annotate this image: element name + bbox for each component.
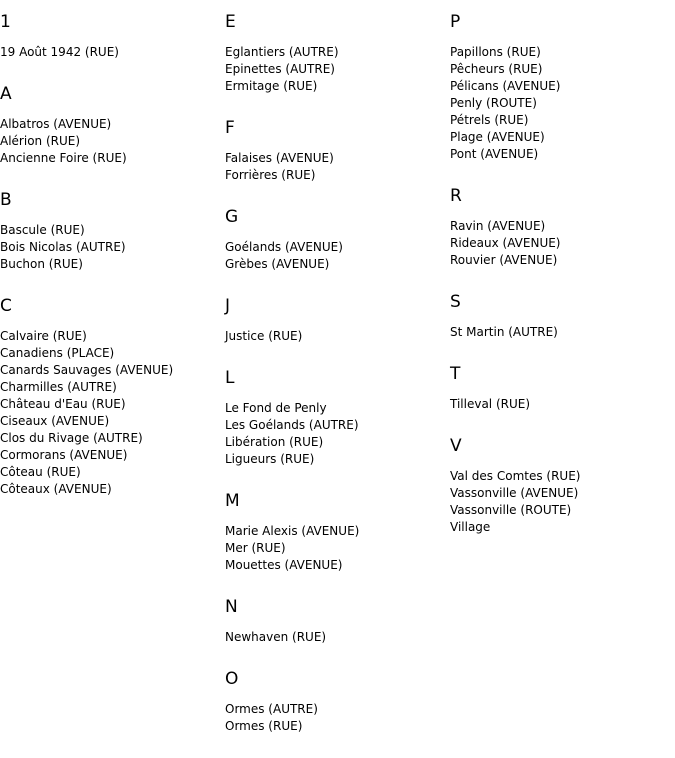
street-link[interactable]: Forrières (RUE) <box>225 168 316 182</box>
index-column <box>450 12 580 559</box>
street-link[interactable]: Papillons (RUE) <box>450 45 541 59</box>
street-link[interactable]: Pélicans (AVENUE) <box>450 79 561 93</box>
street-link[interactable]: Mer (RUE) <box>225 541 286 555</box>
street-link[interactable]: Marie Alexis (AVENUE) <box>225 524 360 538</box>
section-letter-heading: C <box>0 296 12 316</box>
street-link[interactable]: Clos du Rivage (AUTRE) <box>0 431 143 445</box>
street-link[interactable]: Libération (RUE) <box>225 435 324 449</box>
street-link[interactable]: Calvaire (RUE) <box>0 329 87 343</box>
street-link[interactable]: Vassonville (ROUTE) <box>450 503 572 517</box>
street-link[interactable]: Ermitage (RUE) <box>225 79 318 93</box>
street-link[interactable]: Grèbes (AVENUE) <box>225 257 330 271</box>
section-letter-heading: 1 <box>0 12 11 32</box>
street-link[interactable]: Château d'Eau (RUE) <box>0 397 126 411</box>
section-letter-heading: N <box>225 597 238 617</box>
street-link[interactable]: Buchon (RUE) <box>0 257 83 271</box>
section-letter-heading: O <box>225 669 239 689</box>
street-link[interactable]: Eglantiers (AUTRE) <box>225 45 339 59</box>
letter-section <box>225 296 359 345</box>
street-link[interactable]: Justice (RUE) <box>225 329 303 343</box>
letter-section <box>450 186 580 269</box>
letter-section <box>0 84 173 167</box>
street-link[interactable]: Epinettes (AUTRE) <box>225 62 335 76</box>
street-link[interactable]: Penly (ROUTE) <box>450 96 537 110</box>
street-link[interactable]: Rouvier (AVENUE) <box>450 253 558 267</box>
section-letter-heading: B <box>0 190 12 210</box>
street-link[interactable]: Pêcheurs (RUE) <box>450 62 543 76</box>
letter-section <box>225 669 359 735</box>
letter-section <box>450 292 580 341</box>
street-link[interactable]: Val des Comtes (RUE) <box>450 469 581 483</box>
street-link[interactable]: Ravin (AVENUE) <box>450 219 546 233</box>
street-link[interactable]: Newhaven (RUE) <box>225 630 327 644</box>
letter-section <box>225 491 359 574</box>
street-link[interactable]: Village <box>450 520 491 534</box>
letter-section <box>0 190 173 273</box>
section-letter-heading: J <box>225 296 231 316</box>
street-link[interactable]: Pont (AVENUE) <box>450 147 539 161</box>
section-letter-heading: V <box>450 436 462 456</box>
letter-section <box>0 296 173 498</box>
section-letter-heading: F <box>225 118 235 138</box>
section-letter-heading: E <box>225 12 236 32</box>
street-link[interactable]: Ormes (RUE) <box>225 719 303 733</box>
street-link[interactable]: Le Fond de Penly <box>225 401 327 415</box>
street-link[interactable]: Les Goélands (AUTRE) <box>225 418 359 432</box>
street-link[interactable]: Alérion (RUE) <box>0 134 81 148</box>
street-link[interactable]: Côteau (RUE) <box>0 465 81 479</box>
letter-section <box>225 597 359 646</box>
street-link[interactable]: Canadiens (PLACE) <box>0 346 115 360</box>
street-link[interactable]: Cormorans (AVENUE) <box>0 448 128 462</box>
street-link[interactable]: 19 Août 1942 (RUE) <box>0 45 119 59</box>
letter-section <box>225 368 359 468</box>
street-link[interactable]: Bois Nicolas (AUTRE) <box>0 240 126 254</box>
street-link[interactable]: Vassonville (AVENUE) <box>450 486 579 500</box>
street-link[interactable]: Tilleval (RUE) <box>450 397 531 411</box>
letter-section <box>450 436 580 536</box>
street-link[interactable]: Canards Sauvages (AVENUE) <box>0 363 174 377</box>
index-column <box>225 12 359 758</box>
street-link[interactable]: Mouettes (AVENUE) <box>225 558 343 572</box>
letter-section <box>450 364 580 413</box>
section-letter-heading: L <box>225 368 235 388</box>
letter-section <box>0 12 173 61</box>
street-link[interactable]: Goélands (AVENUE) <box>225 240 343 254</box>
section-letter-heading: S <box>450 292 461 312</box>
street-link[interactable]: Charmilles (AUTRE) <box>0 380 117 394</box>
section-letter-heading: R <box>450 186 462 206</box>
street-link[interactable]: Bascule (RUE) <box>0 223 85 237</box>
street-link[interactable]: Ciseaux (AVENUE) <box>0 414 110 428</box>
letter-section <box>450 12 580 163</box>
section-letter-heading: A <box>0 84 12 104</box>
street-link[interactable]: Ancienne Foire (RUE) <box>0 151 127 165</box>
section-letter-heading: M <box>225 491 240 511</box>
section-letter-heading: G <box>225 207 239 227</box>
street-link[interactable]: St Martin (AUTRE) <box>450 325 558 339</box>
street-link[interactable]: Ligueurs (RUE) <box>225 452 315 466</box>
letter-section <box>225 207 359 273</box>
street-link[interactable]: Ormes (AUTRE) <box>225 702 318 716</box>
street-link[interactable]: Rideaux (AVENUE) <box>450 236 561 250</box>
index-column <box>0 12 173 521</box>
street-link[interactable]: Plage (AVENUE) <box>450 130 545 144</box>
street-link[interactable]: Pétrels (RUE) <box>450 113 529 127</box>
street-link[interactable]: Côteaux (AVENUE) <box>0 482 112 496</box>
letter-section <box>225 118 359 184</box>
street-link[interactable]: Albatros (AVENUE) <box>0 117 112 131</box>
letter-section <box>225 12 359 95</box>
section-letter-heading: T <box>450 364 461 384</box>
section-letter-heading: P <box>450 12 461 32</box>
street-link[interactable]: Falaises (AVENUE) <box>225 151 334 165</box>
